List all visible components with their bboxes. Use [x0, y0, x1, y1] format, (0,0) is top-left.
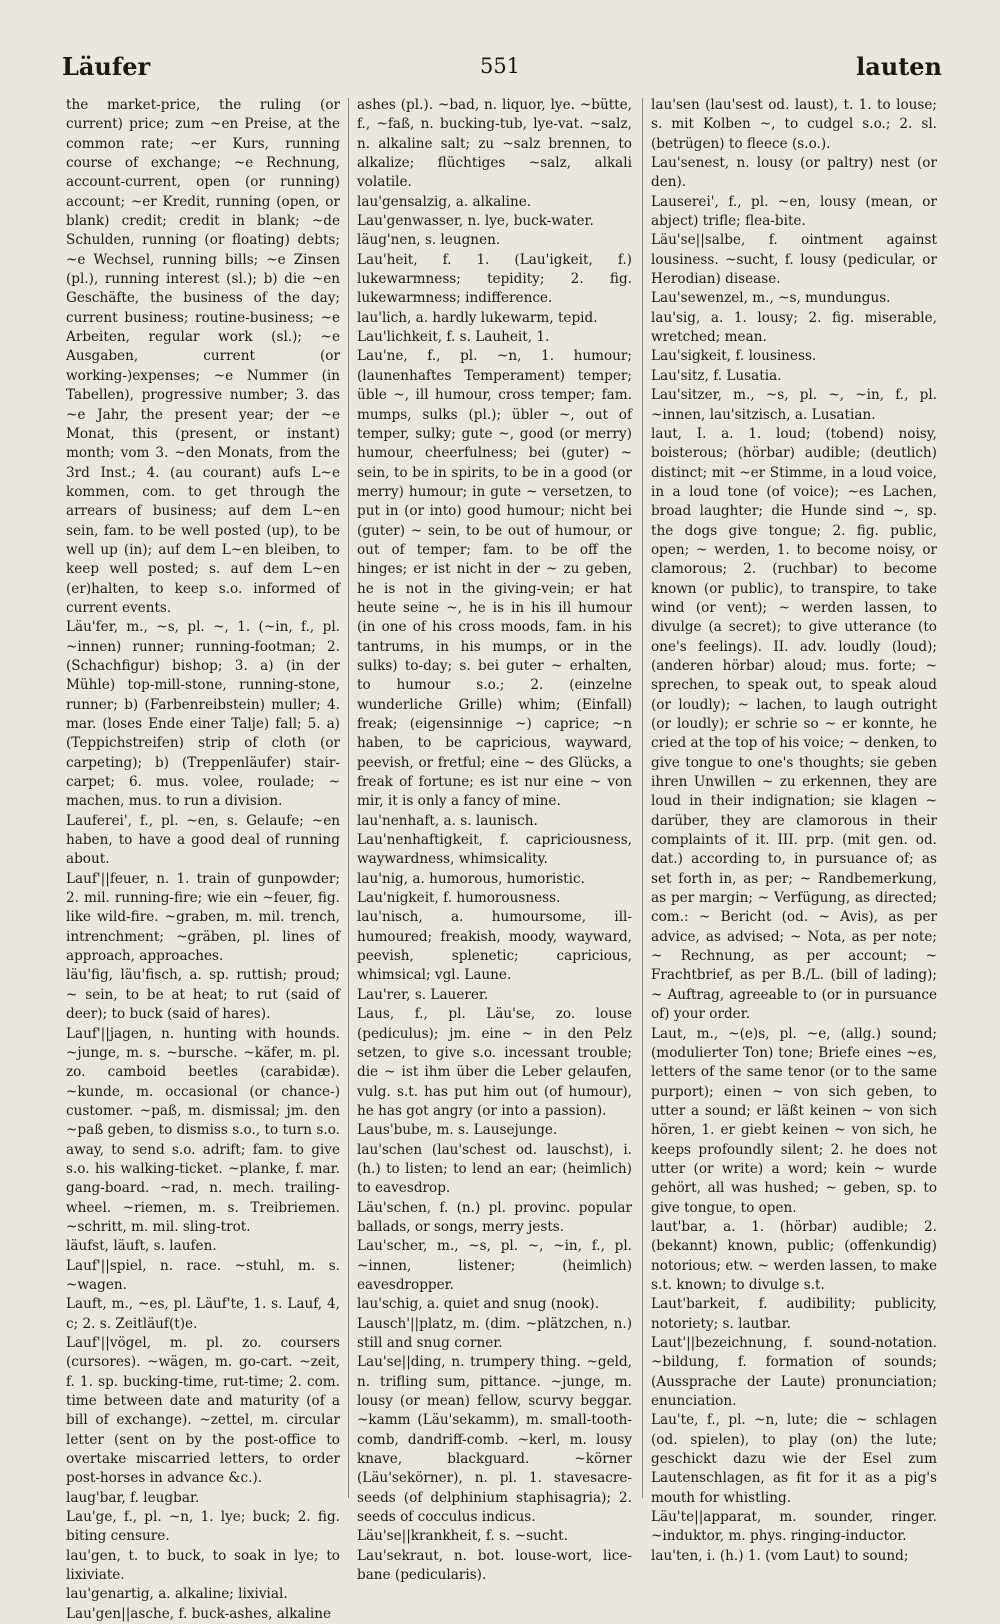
dictionary-entry: läufst, läuft, s. laufen. [66, 1238, 217, 1255]
dictionary-entry: läug'nen, s. leugnen. [357, 232, 501, 249]
header-left-guide-word: Läufer [62, 52, 151, 81]
header-right-guide-word: lauten [856, 52, 942, 81]
dictionary-entry: Lau'se||ding, n. trumpery thing. ~geld, n. trifling sum, pittance. ~junge, m. lousy (or mean) fellow, scurvy beggar. ~kamm (Läu'sekamm), m. small-tooth-comb, dandriff-comb. ~kerl, m. lousy knave, blackguard. ~körner (Läu'sekörner), n. pl. 1. stavesacre-seeds (of delphinium staphisagria); 2. seeds of cocculus indicus. [357, 1354, 632, 1526]
dictionary-entry: ashes (pl.). ~bad, n. liquor, lye. ~bütte, f., ~faß, n. bucking-tub, lye-vat. ~salz, n. alkaline salt; zu ~salz brennen, to alkalize; flüchtiges ~salz, alkali volatile. [357, 97, 632, 191]
dictionary-entry: Läu'se||krankheit, f. s. ~sucht. [357, 1528, 568, 1545]
page-number: 551 [479, 54, 521, 78]
dictionary-entry: Laus, f., pl. Läu'se, zo. louse (pediculus); jm. eine ~ in den Pelz setzen, to give s.o. incessant trouble; die ~ ist ihm über die Leber gelaufen, vulg. s.t. has put him out (of humour), he has got angry (or into a passion). [357, 1006, 632, 1119]
dictionary-entry: Lau'te, f., pl. ~n, lute; die ~ schlagen (od. spielen), to play (on) the lute; geschickt dazu wie der Esel zum Lautenschlagen, as fit for it as a pig's mouth for whistling. [651, 1412, 937, 1506]
dictionary-entry: lau'nig, a. humorous, humoristic. [357, 870, 585, 887]
dictionary-entry: lau'sen (lau'sest od. laust), t. 1. to louse; s. mit Kolben ~, to cudgel s.o.; 2. sl. (betrügen) to fleece (s.o.). [651, 97, 937, 152]
dictionary-entry: Lau'ne, f., pl. ~n, 1. humour; (launenhaftes Temperament) temper; üble ~, ill humour, cross temper; fam. mumps, sulks (pl.); übler ~, out of temper, sulky; gute ~, good (or merry) humour, cheerfulness; bei (guter) ~ sein, to be in spirits, to be in a good (or merry) humour; in gute ~ versetzen, to put in (or into) good humour; nicht bei (guter) ~ sein, to be out of humour, or out of temper; fam. to be off the hinges; er ist nicht in der ~ zu geben, he is not in the giving-vein; er hat heute seine ~, he is in his ill humour (in one of his cross moods, fam. in his tantrums, in his mumps, or in the sulks) to-day; s. bei guter ~ erhalten, to humour s.o.; 2. (einzelne wunderliche Grille) whim; (Einfall) freak; (eigensinnige ~) caprice; ~n haben, to be capricious, wayward, peevish, or fretful; eine ~ des Glücks, a freak of fortune; es ist nur eine ~ von mir, it is only a fancy of mine. [357, 348, 632, 810]
dictionary-entry: Lau'lichkeit, f. s. Lauheit, 1. [357, 329, 550, 346]
dictionary-entry: Läu'fer, m., ~s, pl. ~, 1. (~in, f., pl. ~innen) runner; running-footman; 2. (Schachfigur) bishop; 3. a) (in der Mühle) top-mill-stone, running-stone, runner; b) (Farbenreibstein) muller; 4. mar. (loses Ende einer Talje) fall; 5. a) (Teppichstreifen) strip of cloth (or carpeting); b) (Treppenläufer) stair-carpet; 6. mus. volee, roulade; ~ machen, mus. to run a division. [66, 619, 340, 810]
dictionary-entry: Lau'sekraut, n. bot. louse-wort, lice-bane (pedicularis). [357, 1547, 632, 1584]
dictionary-entry: Lau'sitzer, m., ~s, pl. ~, ~in, f., pl. ~innen, lau'sitzisch, a. Lusatian. [651, 387, 937, 423]
dictionary-entry: lau'nisch, a. humoursome, ill-humoured; freakish, moody, wayward, peevish, splenetic; capricious, whimsical; vgl. Laune. [357, 909, 632, 984]
dictionary-entry: Lau'sitz, f. Lusatia. [651, 367, 782, 384]
dictionary-entry: Lausch'||platz, m. (dim. ~plätzchen, n.) still and snug corner. [357, 1315, 632, 1351]
column-3 [651, 96, 937, 1564]
running-header [0, 46, 1000, 86]
dictionary-entry: Lauf'||spiel, n. race. ~stuhl, m. s. ~wagen. [66, 1257, 340, 1293]
dictionary-entry: Laut'barkeit, f. audibility; publicity, notoriety; s. lautbar. [651, 1296, 937, 1332]
dictionary-entry: läu'fig, läu'fisch, a. sp. ruttish; proud; ~ sein, to be at heat; to rut (said of deer); to buck (said of hares). [66, 967, 340, 1023]
dictionary-entry: Lau'heit, f. 1. (Lau'igkeit, f.) lukewarmness; tepidity; 2. fig. lukewarmness; indifference. [357, 251, 632, 307]
dictionary-entry: lau'lich, a. hardly lukewarm, tepid. [357, 309, 598, 326]
dictionary-entry: Lau'scher, m., ~s, pl. ~, ~in, f., pl. ~innen, listener; (heimlich) eavesdropper. [357, 1238, 632, 1293]
dictionary-entry: Lau'nenhaftigkeit, f. capriciousness, waywardness, whimsicality. [357, 832, 632, 868]
dictionary-entry: lau'sig, a. 1. lousy; 2. fig. miserable, wretched; mean. [651, 309, 937, 346]
dictionary-entry: lau'gensalzig, a. alkaline. [357, 193, 532, 210]
dictionary-entry: Läu'se||salbe, f. ointment against lousiness. ~sucht, f. lousy (pedicular, or Herodian) disease. [651, 232, 937, 288]
dictionary-entry: lau'gen, t. to buck, to soak in lye; to lixiviate. [66, 1547, 340, 1584]
dictionary-entry: laut'bar, a. 1. (hörbar) audible; 2. (bekannt) known, public; (offenkundig) notorious; etw. ~ werden lassen, to make s.t. known; to divulge s.t. [651, 1218, 937, 1293]
dictionary-entry: Lau'sewenzel, m., ~s, mundungus. [651, 290, 891, 307]
dictionary-entry: Lau'sigkeit, f. lousiness. [651, 348, 817, 365]
dictionary-entry: Lau'genwasser, n. lye, buck-water. [357, 213, 594, 230]
dictionary-entry: laug'bar, f. leugbar. [66, 1489, 200, 1506]
column-divider [348, 98, 349, 1498]
dictionary-entry: Lauf'||jagen, n. hunting with hounds. ~junge, m. s. ~bursche. ~käfer, m. pl. zo. camboid beetles (carabidæ). ~kunde, m. occasional (or chance-) customer. ~paß, m. dismissal; jm. den ~paß geben, to dismiss s.o., to turn s.o. away, to send s.o. adrift; fam. to give s.o. his walking-ticket. ~planke, f. mar. gang-board. ~rad, n. mech. trailing-wheel. ~riemen, m. s. Treibriemen. ~schritt, m. mil. sling-trot. [66, 1025, 340, 1235]
dictionary-entry: lau'genartig, a. alkaline; lixivial. [66, 1586, 288, 1603]
dictionary-entry: Lauserei', f., pl. ~en, lousy (mean, or abject) trifle; flea-bite. [651, 193, 937, 230]
dictionary-entry: lau'schen (lau'schest od. lauschst), i. (h.) to listen; to lend an ear; (heimlich) to eavesdrop. [357, 1141, 632, 1197]
dictionary-entry: Läu'te||apparat, m. sounder, ringer. ~induktor, m. phys. ringing-inductor. [651, 1509, 937, 1545]
dictionary-entry: Lau'ge, f., pl. ~n, 1. lye; buck; 2. fig. biting censure. [66, 1509, 340, 1545]
column-1 [66, 96, 340, 1622]
dictionary-entry: the market-price, the ruling (or current) price; zum ~en Preise, at the common rate; ~er Kurs, running course of exchange; ~e Rechnung, account-current, open (or running) account; ~er Kredit, running (open, or blank) credit; credit in blank; ~de Schulden, running (or floating) debts; ~e Wechsel, running bills; ~e Zinsen (pl.), running interest (sl.); b) die ~en Geschäfte, the business of the day; current business; routine-business; ~e Arbeiten, regular work (sl.); ~e Ausgaben, current (or working-)expenses; ~e Nummer (in Tabellen), progressive number; 3. das ~e Jahr, the present year; der ~e Monat, this (present, or instant) month; vom 3. ~den Monats, from the 3rd Inst.; 4. (au courant) aufs L~e kommen, com. to get through the arrears of business; auf dem L~en sein, fam. to be well posted (up), to be well up (in); auf dem L~en bleiben, to keep well posted; s. auf dem L~en (er)halten, to keep s.o. informed of current events. [66, 97, 340, 616]
dictionary-entry: Lauft, m., ~es, pl. Läuf'te, 1. s. Lauf, 4, c; 2. s. Zeitläuf(t)e. [66, 1296, 340, 1332]
column-divider [642, 98, 643, 1498]
dictionary-entry: lau'nenhaft, a. s. launisch. [357, 812, 538, 829]
dictionary-entry: Lauferei', f., pl. ~en, s. Gelaufe; ~en haben, to have a good deal of running about. [66, 812, 340, 868]
dictionary-entry: Lau'senest, n. lousy (or paltry) nest (or den). [651, 155, 937, 191]
dictionary-entry: laut, I. a. 1. loud; (tobend) noisy, boisterous; (hörbar) audible; (deutlich) distinct; mit ~er Stimme, in a loud voice, in a loud tone (of voice); ~es Lachen, broad laughter; die Hunde sind ~, sp. the dogs give tongue; 2. fig. public, open; ~ werden, 1. to become noisy, or clamorous; 2. (ruchbar) to become known (or public), to transpire, to take wind (or vent); ~ werden lassen, to divulge (a secret); to give utterance (to one's feelings). II. adv. loudly (loud); (anderen hörbar) aloud; mus. forte; ~ sprechen, to speak out, to speak aloud (or loudly); ~ lachen, to laugh outright (or loudly); er schrie so ~ er konnte, he cried at the top of his voice; ~ denken, to give tongue to one's thoughts; sie geben ihren Unwillen ~ zu erkennen, they are loud in their indignation; sie klagen ~ darüber, they are clamorous in their complaints of it. III. prp. (mit gen. od. dat.) according to, in pursuance of; as set forth in, as per; ~ Randbemerkung, as per margin; ~ Verfügung, as directed; com.: ~ Bericht (od. ~ Avis), as per advice, as advised; ~ Nota, as per note; ~ Rechnung, as per account; ~ Frachtbrief, as per B./L. (bill of lading); ~ Auftrag, agreeable to (or in pursuance of) your order. [651, 425, 937, 1023]
dictionary-entry: lau'ten, i. (h.) 1. (vom Laut) to sound; [651, 1547, 909, 1564]
dictionary-entry: Laus'bube, m. s. Lausejunge. [357, 1122, 558, 1139]
dictionary-entry: Lauf'||feuer, n. 1. train of gunpowder; 2. mil. running-fire; wie ein ~feuer, fig. like wild-fire. ~graben, m. mil. trench, intrenchment; ~gräben, pl. lines of approach, approaches. [66, 870, 340, 965]
dictionary-entry: Läu'schen, f. (n.) pl. provinc. popular ballads, or songs, merry jests. [357, 1199, 632, 1235]
dictionary-entry: Lau'rer, s. Lauerer. [357, 986, 489, 1003]
dictionary-entry: Lau'nigkeit, f. humorousness. [357, 890, 561, 907]
dictionary-entry: Lauf'||vögel, m. pl. zo. coursers (cursores). ~wägen, m. go-cart. ~zeit, f. 1. sp. bucking-time, rut-time; 2. com. time between date and maturity (of a bill of exchange). ~zettel, m. circular letter (sent on by the post-office to overtake miscarried letters, to order post-horses in advance &c.). [66, 1335, 340, 1487]
dictionary-entry: Laut, m., ~(e)s, pl. ~e, (allg.) sound; (modulierter Ton) tone; Briefe eines ~es, letters of the same tenor (or to the same purport); einen ~ von sich geben, to utter a sound; er läßt keinen ~ von sich hören, 1. er giebt keinen ~ von sich, he keeps profoundly silent; 2. he does not utter (or write) a word; kein ~ wurde gehört, all was hushed; ~ geben, sp. to give tongue, to open. [651, 1025, 937, 1216]
dictionary-entry: lau'schig, a. quiet and snug (nook). [357, 1296, 600, 1313]
dictionary-entry: Lau'gen||asche, f. buck-ashes, alkaline [66, 1605, 332, 1622]
column-2 [357, 96, 632, 1584]
dictionary-entry: Laut'||bezeichnung, f. sound-notation. ~bildung, f. formation of sounds; (Aussprache der Laute) pronunciation; enunciation. [651, 1335, 937, 1410]
